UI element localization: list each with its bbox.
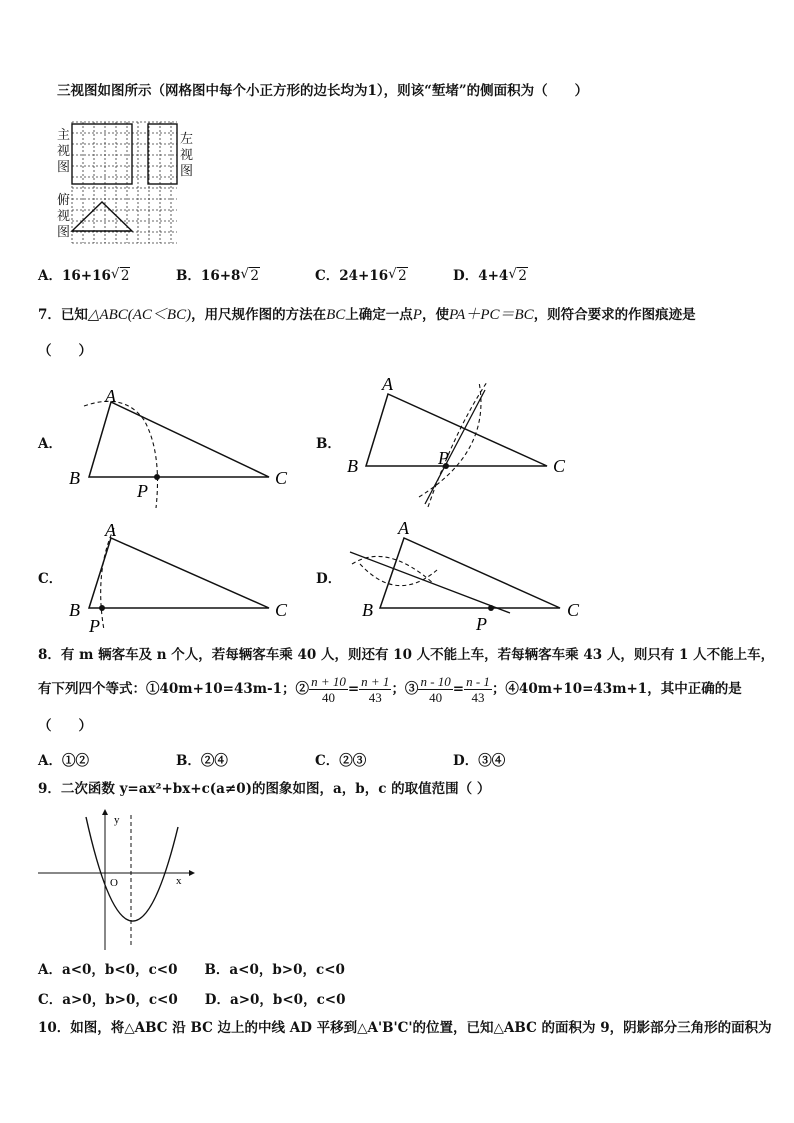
point-label-a: A [382, 374, 393, 394]
label-left-view: 左 视 图 [180, 132, 194, 179]
point-label-a: A [105, 520, 116, 540]
point-label-a: A [398, 518, 409, 538]
point-label-c: C [567, 600, 580, 620]
point-label-c: C [275, 600, 288, 620]
q6-option-d[interactable]: D．4+4 √ 2 [453, 266, 527, 284]
label-top-view: 俯 视 图 [57, 193, 71, 240]
point-label-p: P [476, 614, 487, 634]
point-label-p: P [89, 616, 100, 636]
point-label-c: C [275, 468, 288, 488]
q8-option-b[interactable]: B．②④ [176, 753, 228, 769]
q8-option-a[interactable]: A．①② [38, 753, 89, 769]
triangle-abc [366, 394, 547, 466]
point-label-c: C [553, 456, 566, 476]
point-label-b: B [347, 456, 358, 476]
q9-options-row2[interactable]: C．a>0，b>0，c<0 D．a>0，b<0，c<0 [38, 992, 346, 1008]
y-axis-label: y [114, 814, 120, 826]
point-label-b: B [69, 600, 80, 620]
three-view-figure [52, 110, 202, 250]
q7-option-a[interactable]: A． [38, 436, 62, 452]
q6-option-c[interactable]: C．24+16 √ 2 [315, 266, 407, 284]
parabola-curve [86, 817, 178, 921]
origin-label: O [110, 877, 118, 889]
q7-option-c[interactable]: C． [38, 571, 63, 587]
q10-stem: 10．如图，将△ABC 沿 BC 边上的中线 AD 平移到△A'B'C'的位置，已知△ABC 的面积为 9，阴影部分三角形的面积为 [38, 1020, 772, 1036]
top-view-shape [72, 202, 132, 231]
q6-stem: 三视图如图所示（网格图中每个小正方形的边长均为1），则该“堑堵”的侧面积为（ ） [57, 83, 589, 99]
q9-options-row1[interactable]: A．a<0，b<0，c<0 B．a<0，b>0，c<0 [38, 962, 345, 978]
q7-option-d[interactable]: D． [316, 571, 342, 587]
point-label-a: A [105, 386, 116, 406]
q8-option-d[interactable]: D．③④ [453, 753, 506, 769]
point-label-p: P [438, 448, 449, 468]
q7-figure-d [342, 512, 592, 637]
q8-line1: 8．有 m 辆客车及 n 个人，若每辆客车乘 40 人，则还有 10 人不能上车，若每辆客车乘 43 人，则只有 1 人不能上车， [38, 647, 775, 663]
q7-figure-b [342, 372, 582, 512]
q6-option-a[interactable]: A．16+16 √ 2 [38, 266, 130, 284]
x-axis-label: x [176, 875, 182, 887]
q7-figure-c [64, 512, 304, 637]
q9-stem: 9．二次函数 y=ax²+bx+c(a≠0)的图象如图，a，b，c 的取值范围（ ） [38, 781, 491, 797]
q7-paren: （ ） [38, 343, 92, 359]
point-label-b: B [362, 600, 373, 620]
parabola-graph [34, 805, 204, 955]
q7-figure-a [64, 380, 304, 510]
q8-line2: 有下列四个等式：①40m+10=43m-1；② $\frac{n + 10}{40}$ = $\frac{n + 1}{43}$ ；③ $\frac{n - 10}{40}$ = $\frac{n - 1}{43}$ ；④40m+10=43m+1，其中正确的是 [38, 674, 742, 705]
q6-option-b[interactable]: B．16+8 √ 2 [176, 266, 260, 284]
q8-paren: （ ） [38, 718, 92, 734]
q8-option-c[interactable]: C．②③ [315, 753, 367, 769]
q7-stem: 7．已知△ABC(AC＜BC)，用尺规作图的方法在BC上确定一点P，使PA＋PC＝BC，则符合要求的作图痕迹是 [38, 307, 696, 323]
point-label-b: B [69, 468, 80, 488]
triangle-abc [89, 538, 269, 608]
triangle-abc [89, 402, 269, 477]
point-label-p: P [137, 481, 148, 501]
label-main-view: 主 视 图 [57, 128, 71, 175]
q7-option-b[interactable]: B． [316, 436, 341, 452]
